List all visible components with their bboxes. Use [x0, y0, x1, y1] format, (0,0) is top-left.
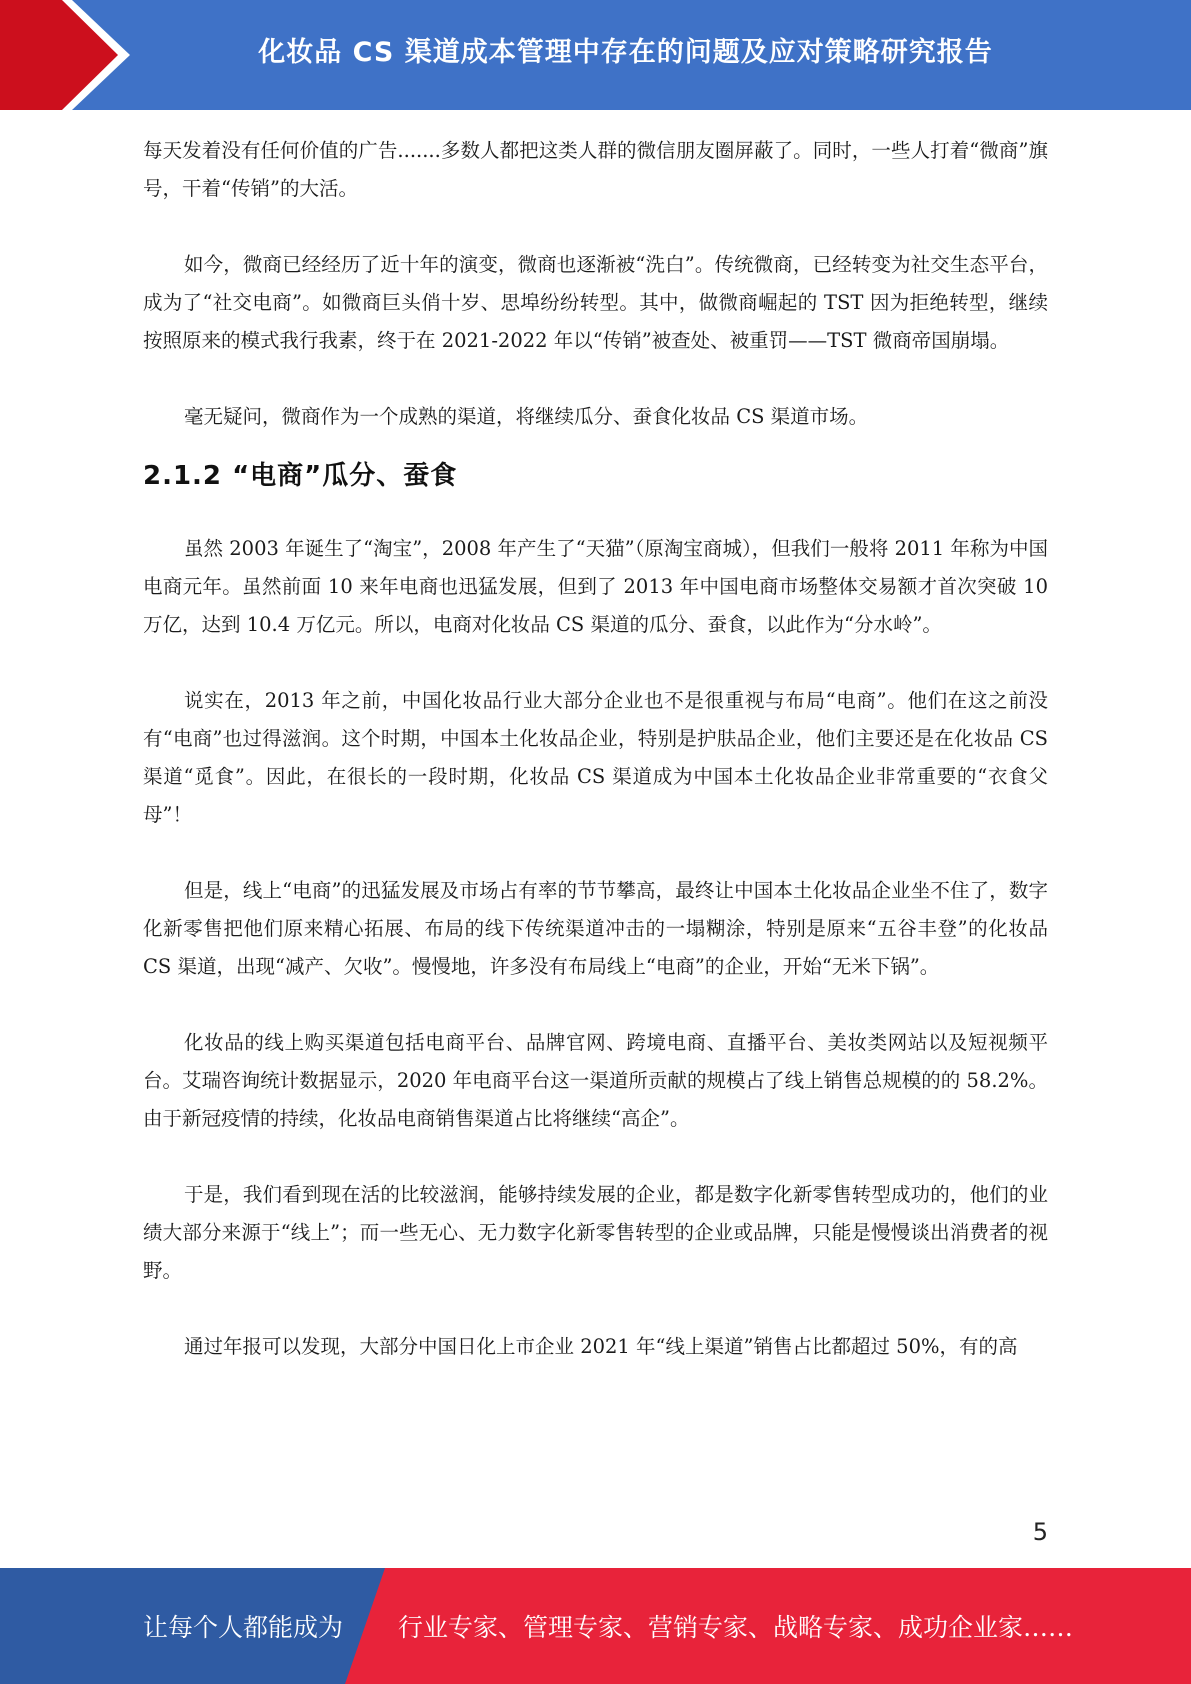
footer-slogan-left: 让每个人都能成为 — [143, 1613, 344, 1642]
paragraph: 毫无疑问，微商作为一个成熟的渠道，将继续瓜分、蚕食化妆品 CS 渠道市场。 — [184, 405, 869, 428]
section-heading: 2.1.2 “电商”瓜分、蚕食 — [143, 461, 458, 491]
page-title: 化妆品 CS 渠道成本管理中存在的问题及应对策略研究报告 — [258, 37, 993, 68]
paragraph: 每天发着没有任何价值的广告.......多数人都把这类人群的微信朋友圈屏蔽了。同时，一些人打着“微商”旗号，干着“传销”的大活。 — [143, 139, 1048, 200]
page-footer — [0, 1568, 1191, 1684]
paragraph: 但是，线上“电商”的迅猛发展及市场占有率的节节攀高，最终让中国本土化妆品企业坐不住了，数字化新零售把他们原来精心拓展、布局的线下传统渠道冲击的一塌糊涂，特别是原来“五谷丰登”的化妆品 CS 渠道，出现“减产、欠收”。慢慢地，许多没有布局线上“电商”的企业，开始“无米下锅”。 — [143, 879, 1048, 978]
paragraph: 如今，微商已经经历了近十年的演变，微商也逐渐被“洗白”。传统微商，已经转变为社交生态平台，成为了“社交电商”。如微商巨头俏十岁、思埠纷纷转型。其中，做微商崛起的 TST 因为拒绝转型，继续按照原来的模式我行我素，终于在 2021-2022 年以“传销”被查处、被重罚——TST 微商帝国崩塌。 — [143, 253, 1048, 352]
paragraph: 说实在，2013 年之前，中国化妆品行业大部分企业也不是很重视与布局“电商”。他们在这之前没有“电商”也过得滋润。这个时期，中国本土化妆品企业，特别是护肤品企业，他们主要还是在化妆品 CS 渠道“觅食”。因此，在很长的一段时期，化妆品 CS 渠道成为中国本土化妆品企业非常重要的“衣食父母”！ — [143, 689, 1048, 826]
page-header — [0, 0, 1191, 110]
page-number: 5 — [1032, 1518, 1048, 1546]
paragraph: 通过年报可以发现，大部分中国日化上市企业 2021 年“线上渠道”销售占比都超过 50%，有的高 — [184, 1335, 1018, 1358]
paragraph: 化妆品的线上购买渠道包括电商平台、品牌官网、跨境电商、直播平台、美妆类网站以及短视频平台。艾瑞咨询统计数据显示，2020 年电商平台这一渠道所贡献的规模占了线上销售总规模的的 58.2%。由于新冠疫情的持续，化妆品电商销售渠道占比将继续“高企”。 — [143, 1031, 1048, 1130]
footer-slogan-right: 行业专家、管理专家、营销专家、战略专家、成功企业家…… — [398, 1613, 1074, 1642]
document-body — [143, 132, 1048, 1366]
paragraph: 于是，我们看到现在活的比较滋润，能够持续发展的企业，都是数字化新零售转型成功的，他们的业绩大部分来源于“线上”；而一些无心、无力数字化新零售转型的企业或品牌，只能是慢慢谈出消费者的视野。 — [143, 1183, 1048, 1282]
paragraph: 虽然 2003 年诞生了“淘宝”，2008 年产生了“天猫”（原淘宝商城），但我们一般将 2011 年称为中国电商元年。虽然前面 10 来年电商也迅猛发展，但到了 2013 年中国电商市场整体交易额才首次突破 10 万亿，达到 10.4 万亿元。所以，电商对化妆品 CS 渠道的瓜分、蚕食，以此作为“分水岭”。 — [143, 537, 1048, 636]
